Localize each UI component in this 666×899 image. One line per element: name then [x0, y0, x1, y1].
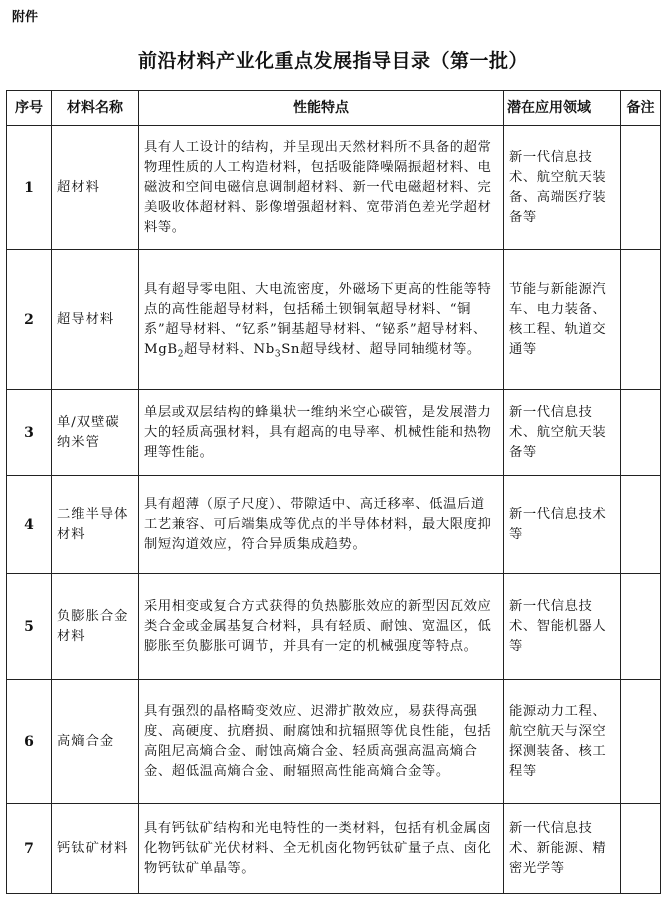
- document-title: 前沿材料产业化重点发展指导目录（第一批）: [137, 50, 528, 72]
- table-row: [7, 574, 661, 680]
- row-seq: 2: [7, 250, 52, 390]
- row-applications: 新一代信息技术、智能机器人等: [504, 574, 621, 680]
- row-remarks: [621, 574, 661, 680]
- table-row: [7, 476, 661, 574]
- row-features: 具有钙钛矿结构和光电特性的一类材料，包括有机金属卤化物钙钛矿光伏材料、全无机卤化物钙钛矿量子点、卤化物钙钛矿单晶等。: [139, 804, 504, 894]
- row-applications: 新一代信息技术、航空航天装备、高端医疗装备等: [504, 126, 621, 250]
- materials-table: [6, 90, 661, 894]
- row-remarks: [621, 390, 661, 476]
- subscript: 3: [274, 349, 282, 360]
- table-row: [7, 680, 661, 804]
- row-features: [139, 250, 504, 390]
- row-seq: 7: [7, 804, 52, 894]
- table-row: [7, 250, 661, 390]
- header-seq: 序号: [7, 91, 52, 126]
- row-material-name: 超材料: [52, 126, 139, 250]
- row-applications: 节能与新能源汽车、电力装备、核工程、轨道交通等: [504, 250, 621, 390]
- row-material-name: 二维半导体材料: [52, 476, 139, 574]
- row-material-name: 超导材料: [52, 250, 139, 390]
- header-name: 材料名称: [52, 91, 139, 126]
- row-seq: 3: [7, 390, 52, 476]
- row-remarks: [621, 476, 661, 574]
- row-remarks: [621, 250, 661, 390]
- row-applications: 新一代信息技术等: [504, 476, 621, 574]
- row-seq: 1: [7, 126, 52, 250]
- header-applications: 潜在应用领域: [504, 91, 621, 126]
- features-text-part: 具有超导零电阻、大电流密度，外磁场下更高的性能等特点的高性能超导材料，包括稀土钡铜氧超导材料、“铜系”超导材料、“钇系”铜基超导材料、“铋系”超导材料、MgB: [144, 281, 492, 357]
- subscript: 2: [177, 349, 185, 360]
- row-features: 具有人工设计的结构，并呈现出天然材料所不具备的超常物理性质的人工构造材料，包括吸能降噪隔振超材料、电磁波和空间电磁信息调制超材料、新一代电磁超材料、完美吸收体超材料、影像增强超材料、宽带消色差光学超材料等。: [139, 126, 504, 250]
- row-applications: 新一代信息技术、新能源、精密光学等: [504, 804, 621, 894]
- table-row: [7, 126, 661, 250]
- table-row: [7, 390, 661, 476]
- table-header-row: [7, 91, 661, 126]
- features-text-part: 超导材料、Nb: [184, 341, 275, 357]
- row-remarks: [621, 126, 661, 250]
- row-material-name: 单/双壁碳纳米管: [52, 390, 139, 476]
- table-row: [7, 804, 661, 894]
- row-material-name: 负膨胀合金材料: [52, 574, 139, 680]
- row-remarks: [621, 680, 661, 804]
- row-seq: 5: [7, 574, 52, 680]
- row-features: 单层或双层结构的蜂巢状一维纳米空心碳管，是发展潜力大的轻质高强材料，具有超高的电导率、机械性能和热物理等性能。: [139, 390, 504, 476]
- row-seq: 6: [7, 680, 52, 804]
- header-features: 性能特点: [139, 91, 504, 126]
- row-seq: 4: [7, 476, 52, 574]
- row-applications: 新一代信息技术、航空航天装备等: [504, 390, 621, 476]
- row-material-name: 钙钛矿材料: [52, 804, 139, 894]
- row-features: 采用相变或复合方式获得的负热膨胀效应的新型因瓦效应类合金或金属基复合材料，具有轻质、耐蚀、宽温区，低膨胀至负膨胀可调节，并具有一定的机械强度等特点。: [139, 574, 504, 680]
- header-remarks: 备注: [621, 91, 661, 126]
- row-material-name: 高熵合金: [52, 680, 139, 804]
- row-remarks: [621, 804, 661, 894]
- row-features: 具有强烈的晶格畸变效应、迟滞扩散效应，易获得高强度、高硬度、抗磨损、耐腐蚀和抗辐照等优良性能，包括高阻尼高熵合金、耐蚀高熵合金、轻质高强高温高熵合金、超低温高熵合金、耐辐照高性能高熵合金等。: [139, 680, 504, 804]
- attachment-label: 附件: [12, 10, 39, 25]
- row-applications: 能源动力工程、航空航天与深空探测装备、核工程等: [504, 680, 621, 804]
- row-features: 具有超薄（原子尺度）、带隙适中、高迁移率、低温后道工艺兼容、可后端集成等优点的半导体材料，最大限度抑制短沟道效应，符合异质集成趋势。: [139, 476, 504, 574]
- features-text-part: Sn超导线材、超导同轴缆材等。: [281, 341, 481, 357]
